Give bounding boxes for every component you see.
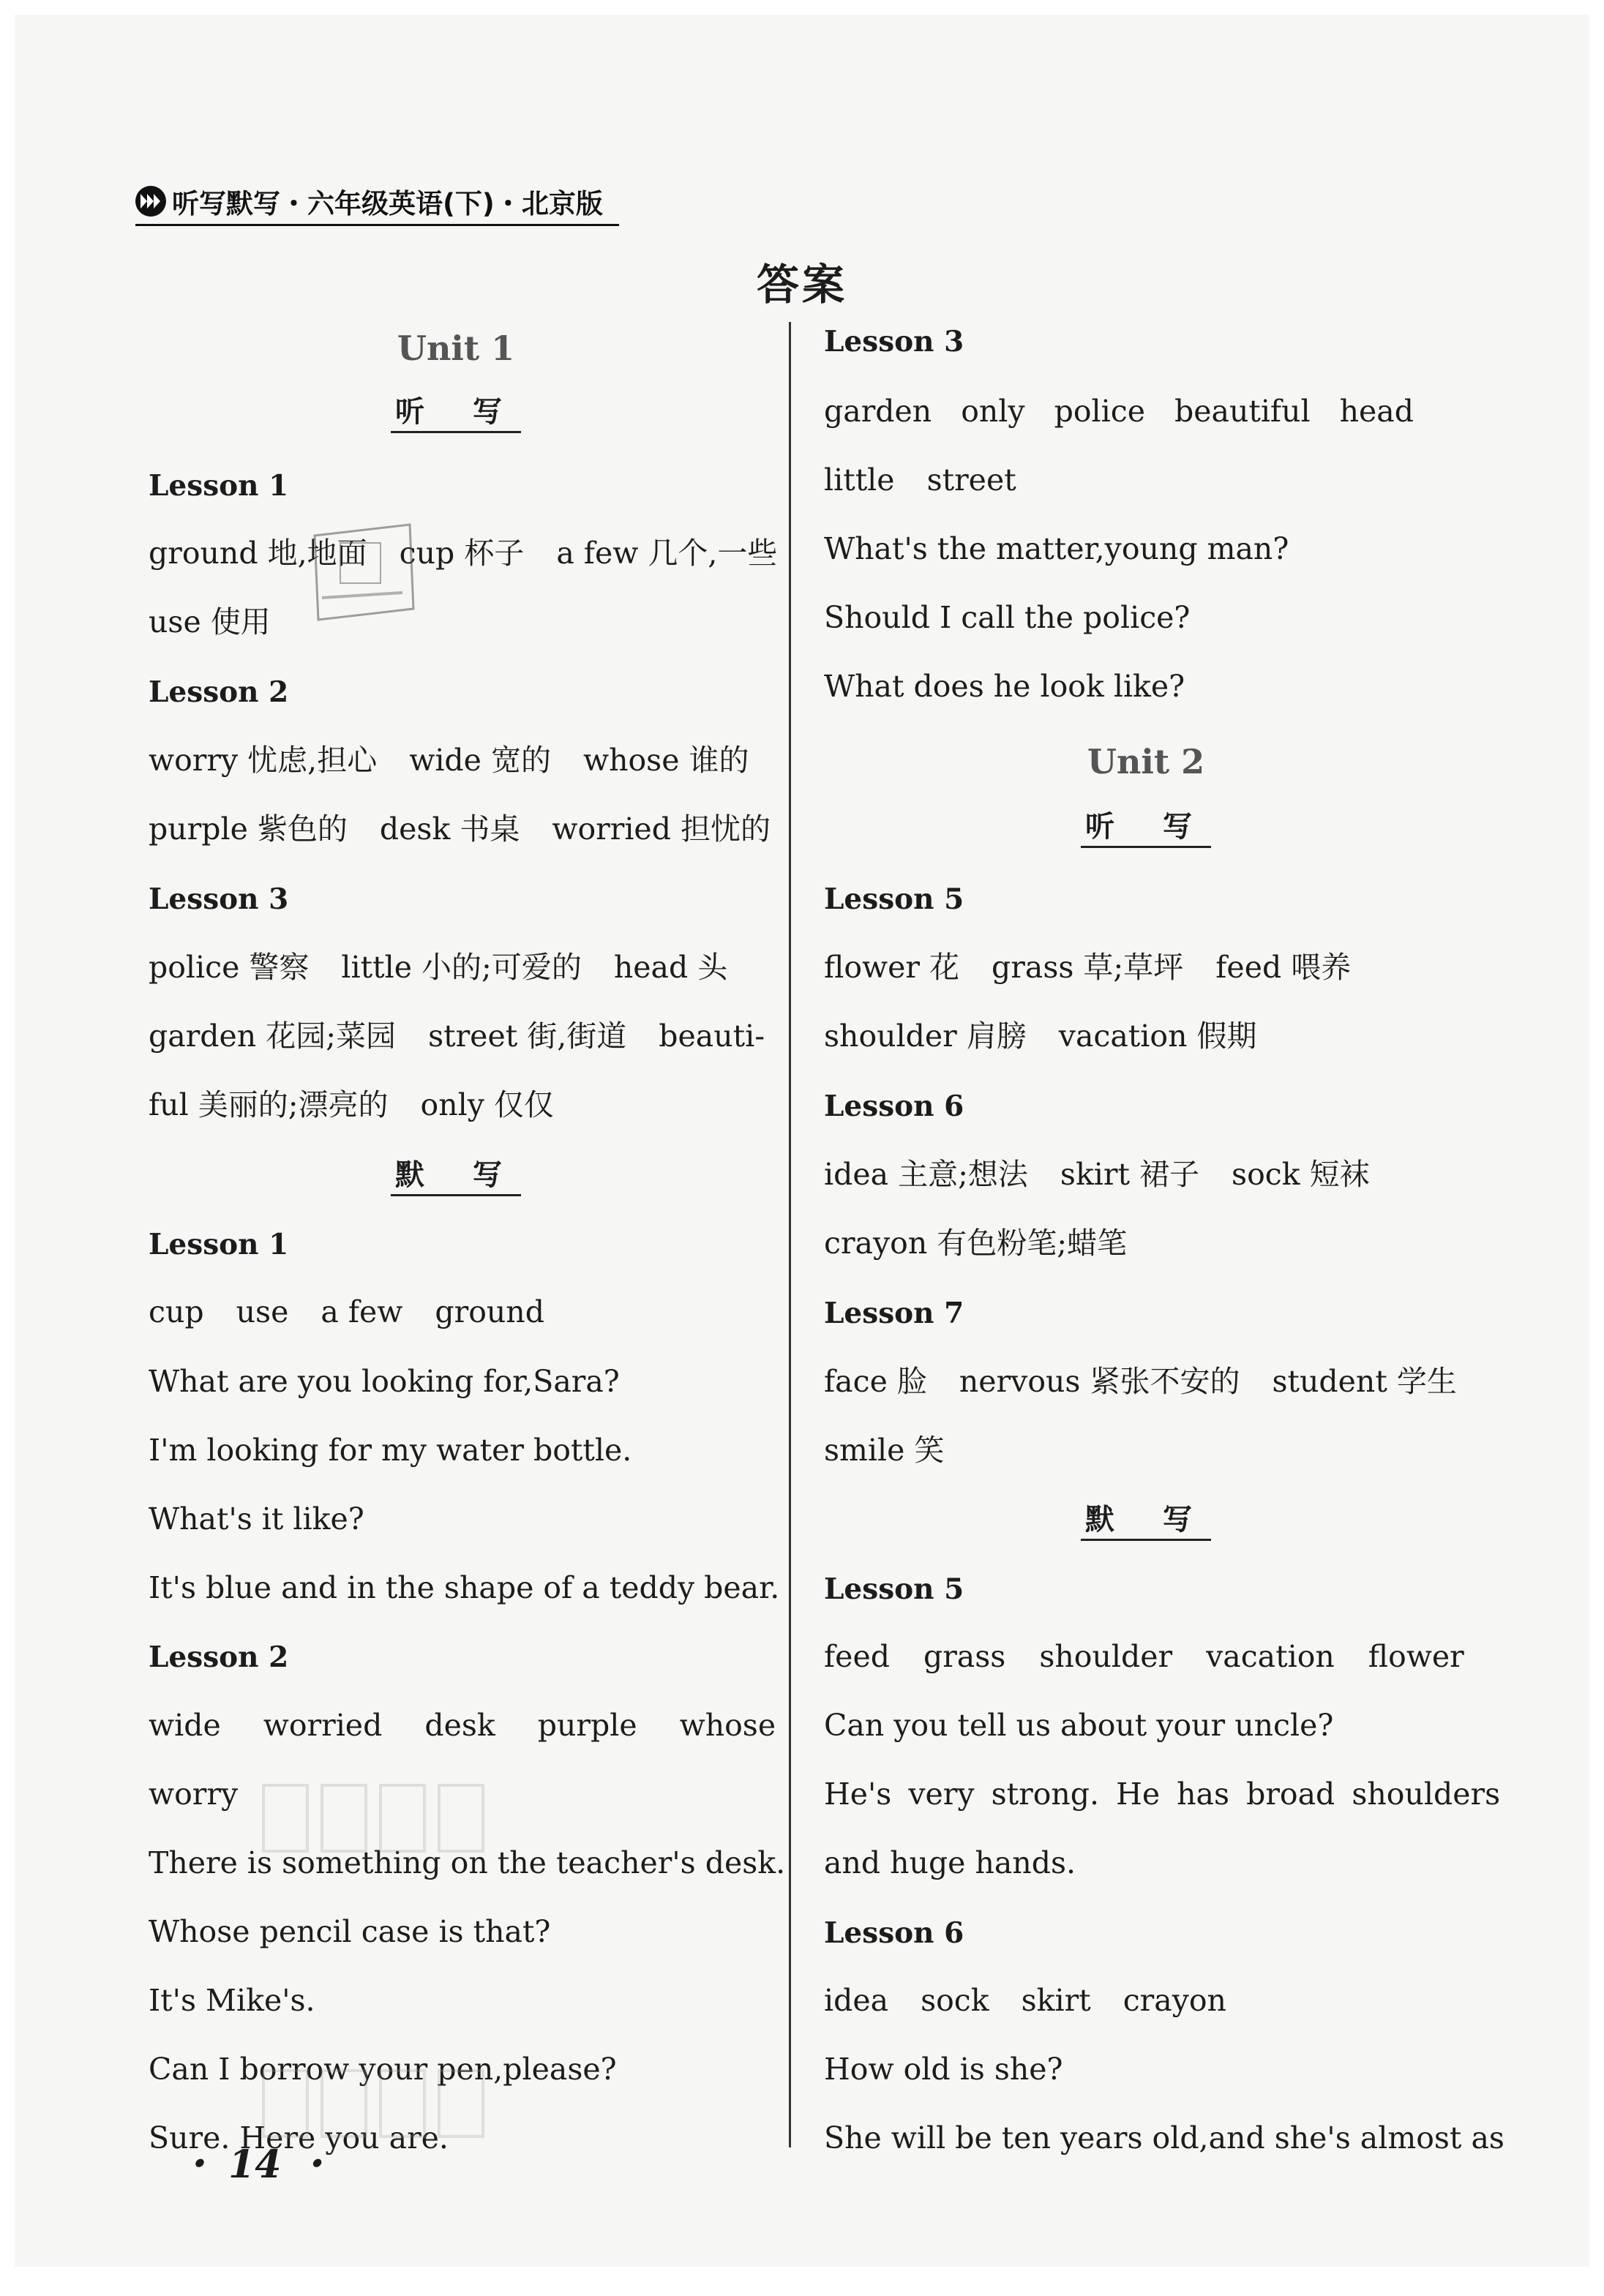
sentence: I'm looking for my water bottle. bbox=[149, 1433, 632, 1468]
sentence: He's very strong. He has broad shoulders bbox=[824, 1777, 1501, 1812]
word-item: cup bbox=[149, 1294, 204, 1329]
word-item: head bbox=[1339, 394, 1414, 429]
lesson-label: Lesson 6 bbox=[824, 1089, 964, 1123]
word-item: crayon bbox=[1123, 1983, 1226, 2018]
vocab-item: feed 喂养 bbox=[1215, 950, 1352, 985]
vocab-line bbox=[824, 950, 1352, 985]
word-item: street bbox=[926, 462, 1016, 498]
unit-heading: Unit 2 bbox=[1087, 742, 1205, 781]
sentence: Should I call the police? bbox=[824, 600, 1191, 635]
sentence: Whose pencil case is that? bbox=[149, 1914, 551, 1949]
sentence: It's blue and in the shape of a teddy bear. bbox=[149, 1570, 780, 1605]
vocab-item: vacation 假期 bbox=[1058, 1018, 1257, 1054]
unit-heading: Unit 1 bbox=[397, 329, 515, 368]
word-item: a few bbox=[321, 1294, 403, 1329]
sentence: What's the matter,young man? bbox=[824, 531, 1289, 566]
section-heading-listening: 听 写 bbox=[149, 397, 763, 433]
vocab-item: a few 几个,一些 bbox=[556, 536, 778, 571]
word-item: police bbox=[1054, 394, 1145, 429]
word-list bbox=[149, 1294, 544, 1329]
lesson-label: Lesson 3 bbox=[824, 325, 964, 359]
word-item: sock bbox=[921, 1983, 989, 2018]
section-heading-listening: 听 写 bbox=[824, 811, 1468, 848]
vocab-item: skirt 裙子 bbox=[1060, 1157, 1200, 1192]
vocab-item: whose 谁的 bbox=[582, 743, 749, 778]
word-item: purple bbox=[537, 1708, 637, 1743]
word-list bbox=[824, 1639, 1464, 1674]
vocab-item: wide 宽的 bbox=[409, 743, 551, 778]
sentence: What are you looking for,Sara? bbox=[149, 1364, 620, 1399]
vocab-line: smile 笑 bbox=[824, 1433, 945, 1468]
word-item: use bbox=[236, 1294, 289, 1329]
vocab-item: only 仅仅 bbox=[420, 1087, 554, 1122]
sentence: It's Mike's. bbox=[149, 1983, 315, 2018]
word-item: skirt bbox=[1021, 1983, 1091, 2018]
vocab-item: idea 主意;想法 bbox=[824, 1157, 1028, 1192]
vocab-item: desk 书桌 bbox=[379, 811, 520, 847]
word-list bbox=[149, 1708, 776, 1743]
vocab-item: garden 花园;菜园 bbox=[149, 1018, 397, 1054]
sentence: What's it like? bbox=[149, 1501, 364, 1537]
vocab-item: worry 忧虑,担心 bbox=[149, 743, 378, 778]
word-list bbox=[824, 394, 1414, 429]
sentence: How old is she? bbox=[824, 2052, 1063, 2087]
vocab-item: head 头 bbox=[613, 950, 728, 985]
stamp-icon bbox=[307, 521, 417, 623]
page-title: 答案 bbox=[756, 260, 847, 309]
vocab-item: worried 担忧的 bbox=[552, 811, 771, 847]
vocab-line: crayon 有色粉笔;蜡笔 bbox=[824, 1226, 1128, 1261]
word-item: ground bbox=[435, 1294, 544, 1329]
series-logo-icon bbox=[135, 186, 166, 217]
vocab-line bbox=[824, 1157, 1370, 1192]
vocab-item: student 学生 bbox=[1272, 1364, 1457, 1399]
watermark-icon bbox=[256, 2063, 490, 2144]
sentence: Can you tell us about your uncle? bbox=[824, 1708, 1334, 1743]
header-text: 听写默写・六年级英语(下)・北京版 bbox=[172, 188, 603, 220]
vocab-line bbox=[149, 811, 771, 847]
vocab-item: flower 花 bbox=[824, 950, 960, 985]
vocab-item: ground 地,地面 bbox=[149, 536, 367, 571]
sentence: She will be ten years old,and she's almost as bbox=[824, 2120, 1504, 2156]
word-item: idea bbox=[824, 1983, 889, 2018]
word-item: whose bbox=[679, 1708, 776, 1743]
word-item: worried bbox=[263, 1708, 383, 1743]
vocab-line bbox=[149, 1018, 765, 1054]
word-item: desk bbox=[424, 1708, 495, 1743]
vocab-line: use 使用 bbox=[149, 604, 271, 639]
word-item: feed bbox=[824, 1639, 890, 1674]
vocab-item: grass 草;草坪 bbox=[992, 950, 1184, 985]
vocab-item: face 脸 bbox=[824, 1364, 927, 1399]
vocab-line bbox=[149, 536, 778, 571]
lesson-label: Lesson 2 bbox=[149, 1640, 289, 1674]
lesson-label: Lesson 2 bbox=[149, 675, 289, 709]
word-item: little bbox=[824, 462, 895, 498]
vocab-item: sock 短袜 bbox=[1232, 1157, 1370, 1192]
vocab-line bbox=[149, 950, 728, 985]
lesson-label: Lesson 1 bbox=[149, 469, 289, 503]
word-item: flower bbox=[1368, 1639, 1464, 1674]
word-item: vacation bbox=[1206, 1639, 1335, 1674]
word-item: shoulder bbox=[1039, 1639, 1173, 1674]
word-item: beautiful bbox=[1174, 394, 1311, 429]
lesson-label: Lesson 3 bbox=[149, 882, 289, 916]
section-heading-dictation: 默 写 bbox=[824, 1504, 1468, 1541]
word-item: only bbox=[961, 394, 1025, 429]
vocab-line bbox=[824, 1018, 1257, 1054]
lesson-label: Lesson 6 bbox=[824, 1916, 964, 1950]
vocab-item: little 小的;可爱的 bbox=[341, 950, 582, 985]
word-item: grass bbox=[923, 1639, 1006, 1674]
vocab-item: nervous 紧张不安的 bbox=[959, 1364, 1240, 1399]
sentence: Sure. Here you are. bbox=[149, 2120, 449, 2156]
vocab-line bbox=[824, 1364, 1457, 1399]
sentence: What does he look like? bbox=[824, 669, 1185, 704]
lesson-label: Lesson 7 bbox=[824, 1297, 964, 1330]
vocab-item: beauti- bbox=[659, 1018, 765, 1054]
sentence: and huge hands. bbox=[824, 1845, 1076, 1880]
column-divider bbox=[789, 322, 791, 2147]
vocab-item: shoulder 肩膀 bbox=[824, 1018, 1027, 1054]
word-item: wide bbox=[149, 1708, 221, 1743]
lesson-label: Lesson 5 bbox=[824, 1572, 964, 1606]
word-list bbox=[824, 462, 1016, 498]
word-item: worry bbox=[149, 1777, 239, 1812]
vocab-item: ful 美丽的;漂亮的 bbox=[149, 1087, 389, 1122]
page-number: ・ 14 ・ bbox=[177, 2142, 333, 2187]
vocab-item: purple 紫色的 bbox=[149, 811, 348, 847]
lesson-label: Lesson 1 bbox=[149, 1228, 289, 1261]
vocab-line bbox=[149, 1087, 554, 1122]
page bbox=[15, 15, 1589, 2267]
vocab-item: police 警察 bbox=[149, 950, 310, 985]
vocab-item: cup 杯子 bbox=[399, 536, 525, 571]
word-item: garden bbox=[824, 394, 932, 429]
sentence: There is something on the teacher's desk. bbox=[149, 1845, 786, 1880]
vocab-line bbox=[149, 743, 749, 778]
lesson-label: Lesson 5 bbox=[824, 882, 964, 916]
section-heading-dictation: 默 写 bbox=[149, 1160, 763, 1196]
running-header bbox=[135, 181, 619, 226]
watermark-icon bbox=[256, 1778, 490, 1858]
vocab-item: street 街,街道 bbox=[428, 1018, 627, 1054]
sentence: Can I borrow your pen,please? bbox=[149, 2052, 617, 2087]
word-list bbox=[824, 1983, 1226, 2018]
